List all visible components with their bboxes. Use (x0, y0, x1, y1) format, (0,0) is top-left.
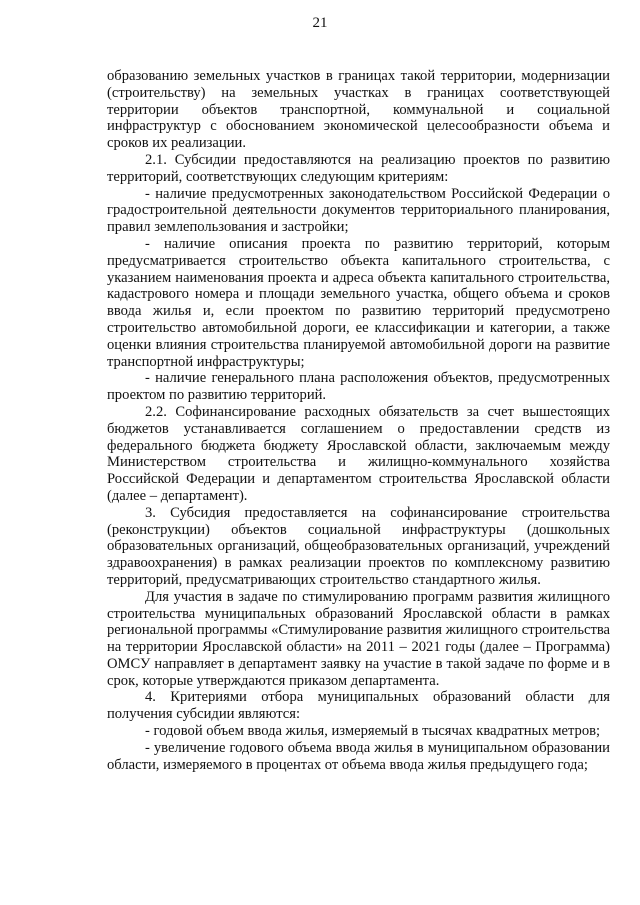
criterion-project-description: - наличие описания проекта по развитию территорий, которым предусматривается строительство объекта капитального строительства, с указанием наименования проекта и адреса объекта капитального строительства, кадастрового номера и площади земельного участка, общего объема и сроков ввода жилья и, если проектом по развитию территорий предусмотрено строительство автомобильной дороги, ее классификации и категории, а также оценки влияния строительства планируемой автомобильной дороги на развитие транспортной инфраструктуры; (107, 235, 610, 370)
paragraph-3: 3. Субсидия предоставляется на софинансирование строительства (реконструкции) объектов социальной инфраструктуры (дошкольных образовательных организаций, общеобразовательных организаций, учреждений здравоохранения) в рамках реализации проектов по комплексному развитию территорий, предусматривающих строительство стандартного жилья. (107, 504, 610, 588)
document-body (107, 68, 610, 773)
paragraph-4: 4. Критериями отбора муниципальных образований области для получения субсидии являются: (107, 689, 610, 723)
criterion-volume-increase: - увеличение годового объема ввода жилья в муниципальном образовании области, измеряемого в процентах от объема ввода жилья предыдущего года; (107, 739, 610, 773)
paragraph-2-2: 2.2. Софинансирование расходных обязательств за счет вышестоящих бюджетов устанавливается соглашением о предоставлении средств из федерального бюджета бюджету Ярославской области, заключаемым между Министерством строительства и жилищно-коммунального хозяйства Российской Федерации и департаментом строительства Ярославской области (далее – департамент). (107, 403, 610, 504)
paragraph-2-1: 2.1. Субсидии предоставляются на реализацию проектов по развитию территорий, соответствующих следующим критериям: (107, 151, 610, 185)
paragraph-continuation: образованию земельных участков в границах такой территории, модернизации (строительству) на земельных участках в границах соответствующей территории объектов транспортной, коммунальной и социальной инфраструктур с обоснованием экономической целесообразности объема и сроков их реализации. (107, 68, 610, 152)
criterion-planning-documents: - наличие предусмотренных законодательством Российской Федерации о градостроительной деятельности документов территориального планирования, правил землепользования и застройки; (107, 185, 610, 236)
page-number: 21 (312, 15, 328, 31)
paragraph-participation: Для участия в задаче по стимулированию программ развития жилищного строительства муниципальных образований Ярославской области в рамках региональной программы «Стимулирование развития жилищного строительства на территории Ярославской области» на 2011 – 2021 годы (далее – Программа) ОМСУ направляет в департамент заявку на участие в такой задаче по форме и в срок, которые утверждаются приказом департамента. (107, 588, 610, 689)
criterion-annual-volume: - годовой объем ввода жилья, измеряемый в тысячах квадратных метров; (145, 723, 601, 740)
criterion-general-plan: - наличие генерального плана расположения объектов, предусмотренных проектом по развитию территорий. (107, 370, 610, 404)
